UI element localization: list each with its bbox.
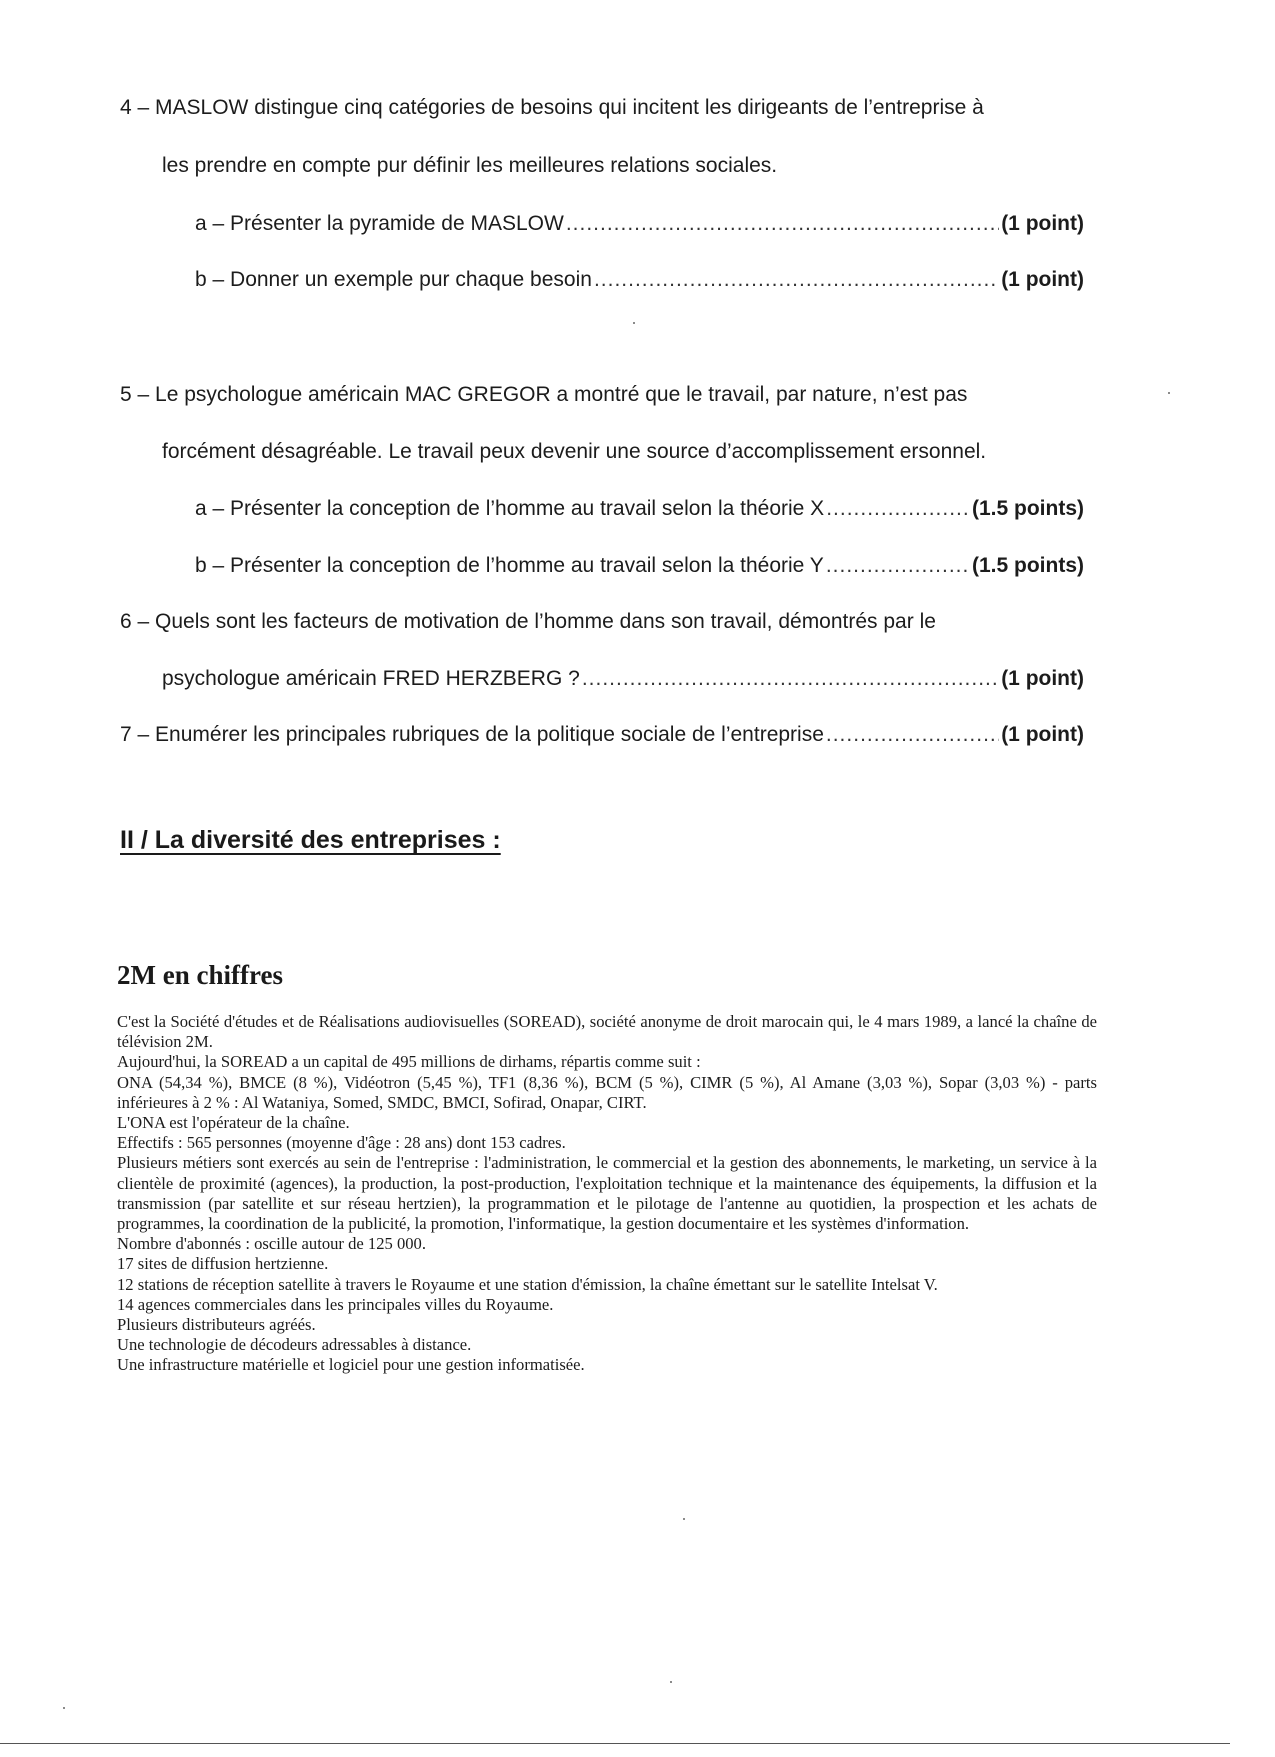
q4-b-text: b – Donner un exemple pur chaque besoin [195,268,592,291]
scan-speck [1168,392,1170,394]
q4-a-points: (1 point) [1001,212,1084,235]
doc-paragraph-infrastructure: Une infrastructure matérielle et logiciel pour une gestion informatisée. [117,1355,585,1375]
q4-b-points: (1 point) [1001,268,1084,291]
q5-b-points: (1.5 points) [971,554,1084,577]
bottom-rule [0,1743,1230,1744]
q5-line-2: forcément désagréable. Le travail peux devenir une source d’accomplissement ersonnel. [162,440,987,463]
q6-line-2 [162,667,1084,691]
doc-paragraph-decoders: Une technologie de décodeurs adressables à distance. [117,1335,472,1355]
doc-paragraph-subscribers: Nombre d'abonnés : oscille autour de 125 000. [117,1234,426,1254]
q7-points: (1 point) [1001,723,1084,746]
q5-a-points: (1.5 points) [971,497,1084,520]
scan-speck [63,1707,65,1709]
scan-speck [633,322,635,324]
leader-dots [826,497,970,521]
doc-paragraph-operator: L'ONA est l'opérateur de la chaîne. [117,1113,350,1133]
q4-line-1: 4 – MASLOW distingue cinq catégories de besoins qui incitent les dirigeants de l’entreprise à [120,96,984,119]
doc-paragraph-jobs: Plusieurs métiers sont exercés au sein de l'entreprise : l'administration, le commercial et la gestion des abonnements, le marketing, un service à la clientèle de proximité (agences), la production, la post-production, l'exploitation technique et la maintenance des équipements, la diffusion et la transmission (par satellite et sur réseau hertzien), la programmation et le pilotage de l'antenne au quotidien, la prospection et les achats de programmes, la coordination de la publicité, la promotion, l'informatique, la gestion documentaire et les systèmes d'information. [117,1153,1097,1234]
q6-line-2-text: psychologue américain FRED HERZBERG ? [162,667,580,690]
q6-points: (1 point) [1001,667,1084,690]
scan-speck [683,1518,685,1520]
doc-paragraph-distributors: Plusieurs distributeurs agréés. [117,1315,316,1335]
q5-item-a [195,497,1084,521]
doc-paragraph-shareholders: ONA (54,34 %), BMCE (8 %), Vidéotron (5,45 %), TF1 (8,36 %), BCM (5 %), CIMR (5 %), Al Amane (3,03 %), Sopar (3,03 %) - parts inférieures à 2 % : Al Wataniya, Somed, SMDC, BMCI, Sofirad, Onapar, CIRT. [117,1072,1097,1112]
q5-a-text: a – Présenter la conception de l’homme au travail selon la théorie X [195,497,825,520]
document-body [117,1012,1097,1376]
doc-paragraph-sites: 17 sites de diffusion hertzienne. [117,1254,329,1274]
leader-dots [582,667,999,691]
doc-paragraph-staff: Effectifs : 565 personnes (moyenne d'âge : 28 ans) dont 153 cadres. [117,1133,566,1153]
q4-a-text: a – Présenter la pyramide de MASLOW [195,212,564,235]
scan-speck [670,1681,672,1683]
q4-item-a [195,212,1084,236]
q7-text: 7 – Enumérer les principales rubriques de la politique sociale de l’entreprise [120,723,824,746]
leader-dots [826,554,970,578]
leader-dots [566,212,999,236]
section-title: II / La diversité des entreprises : [120,826,501,854]
q4-item-b [195,268,1084,292]
doc-paragraph-capital: Aujourd'hui, la SOREAD a un capital de 495 millions de dirhams, répartis comme suit : [117,1052,701,1072]
q5-item-b [195,554,1084,578]
document-title: 2M en chiffres [117,960,283,990]
leader-dots [594,268,999,292]
doc-paragraph-agencies: 14 agences commerciales dans les principales villes du Royaume. [117,1294,554,1314]
q6-line-1: 6 – Quels sont les facteurs de motivation de l’homme dans son travail, démontrés par le [120,610,936,633]
q7-line [120,723,1084,747]
leader-dots [826,723,999,747]
q5-line-1: 5 – Le psychologue américain MAC GREGOR a montré que le travail, par nature, n’est pas [120,383,968,406]
doc-paragraph-stations: 12 stations de réception satellite à travers le Royaume et une station d'émission, la chaîne émettant sur le satellite Intelsat V. [117,1274,938,1294]
doc-paragraph-intro: C'est la Société d'études et de Réalisations audiovisuelles (SOREAD), société anonyme de droit marocain qui, le 4 mars 1989, a lancé la chaîne de télévision 2M. [117,1012,1097,1052]
q4-line-2: les prendre en compte pur définir les meilleures relations sociales. [162,154,778,177]
q5-b-text: b – Présenter la conception de l’homme au travail selon la théorie Y [195,554,824,577]
